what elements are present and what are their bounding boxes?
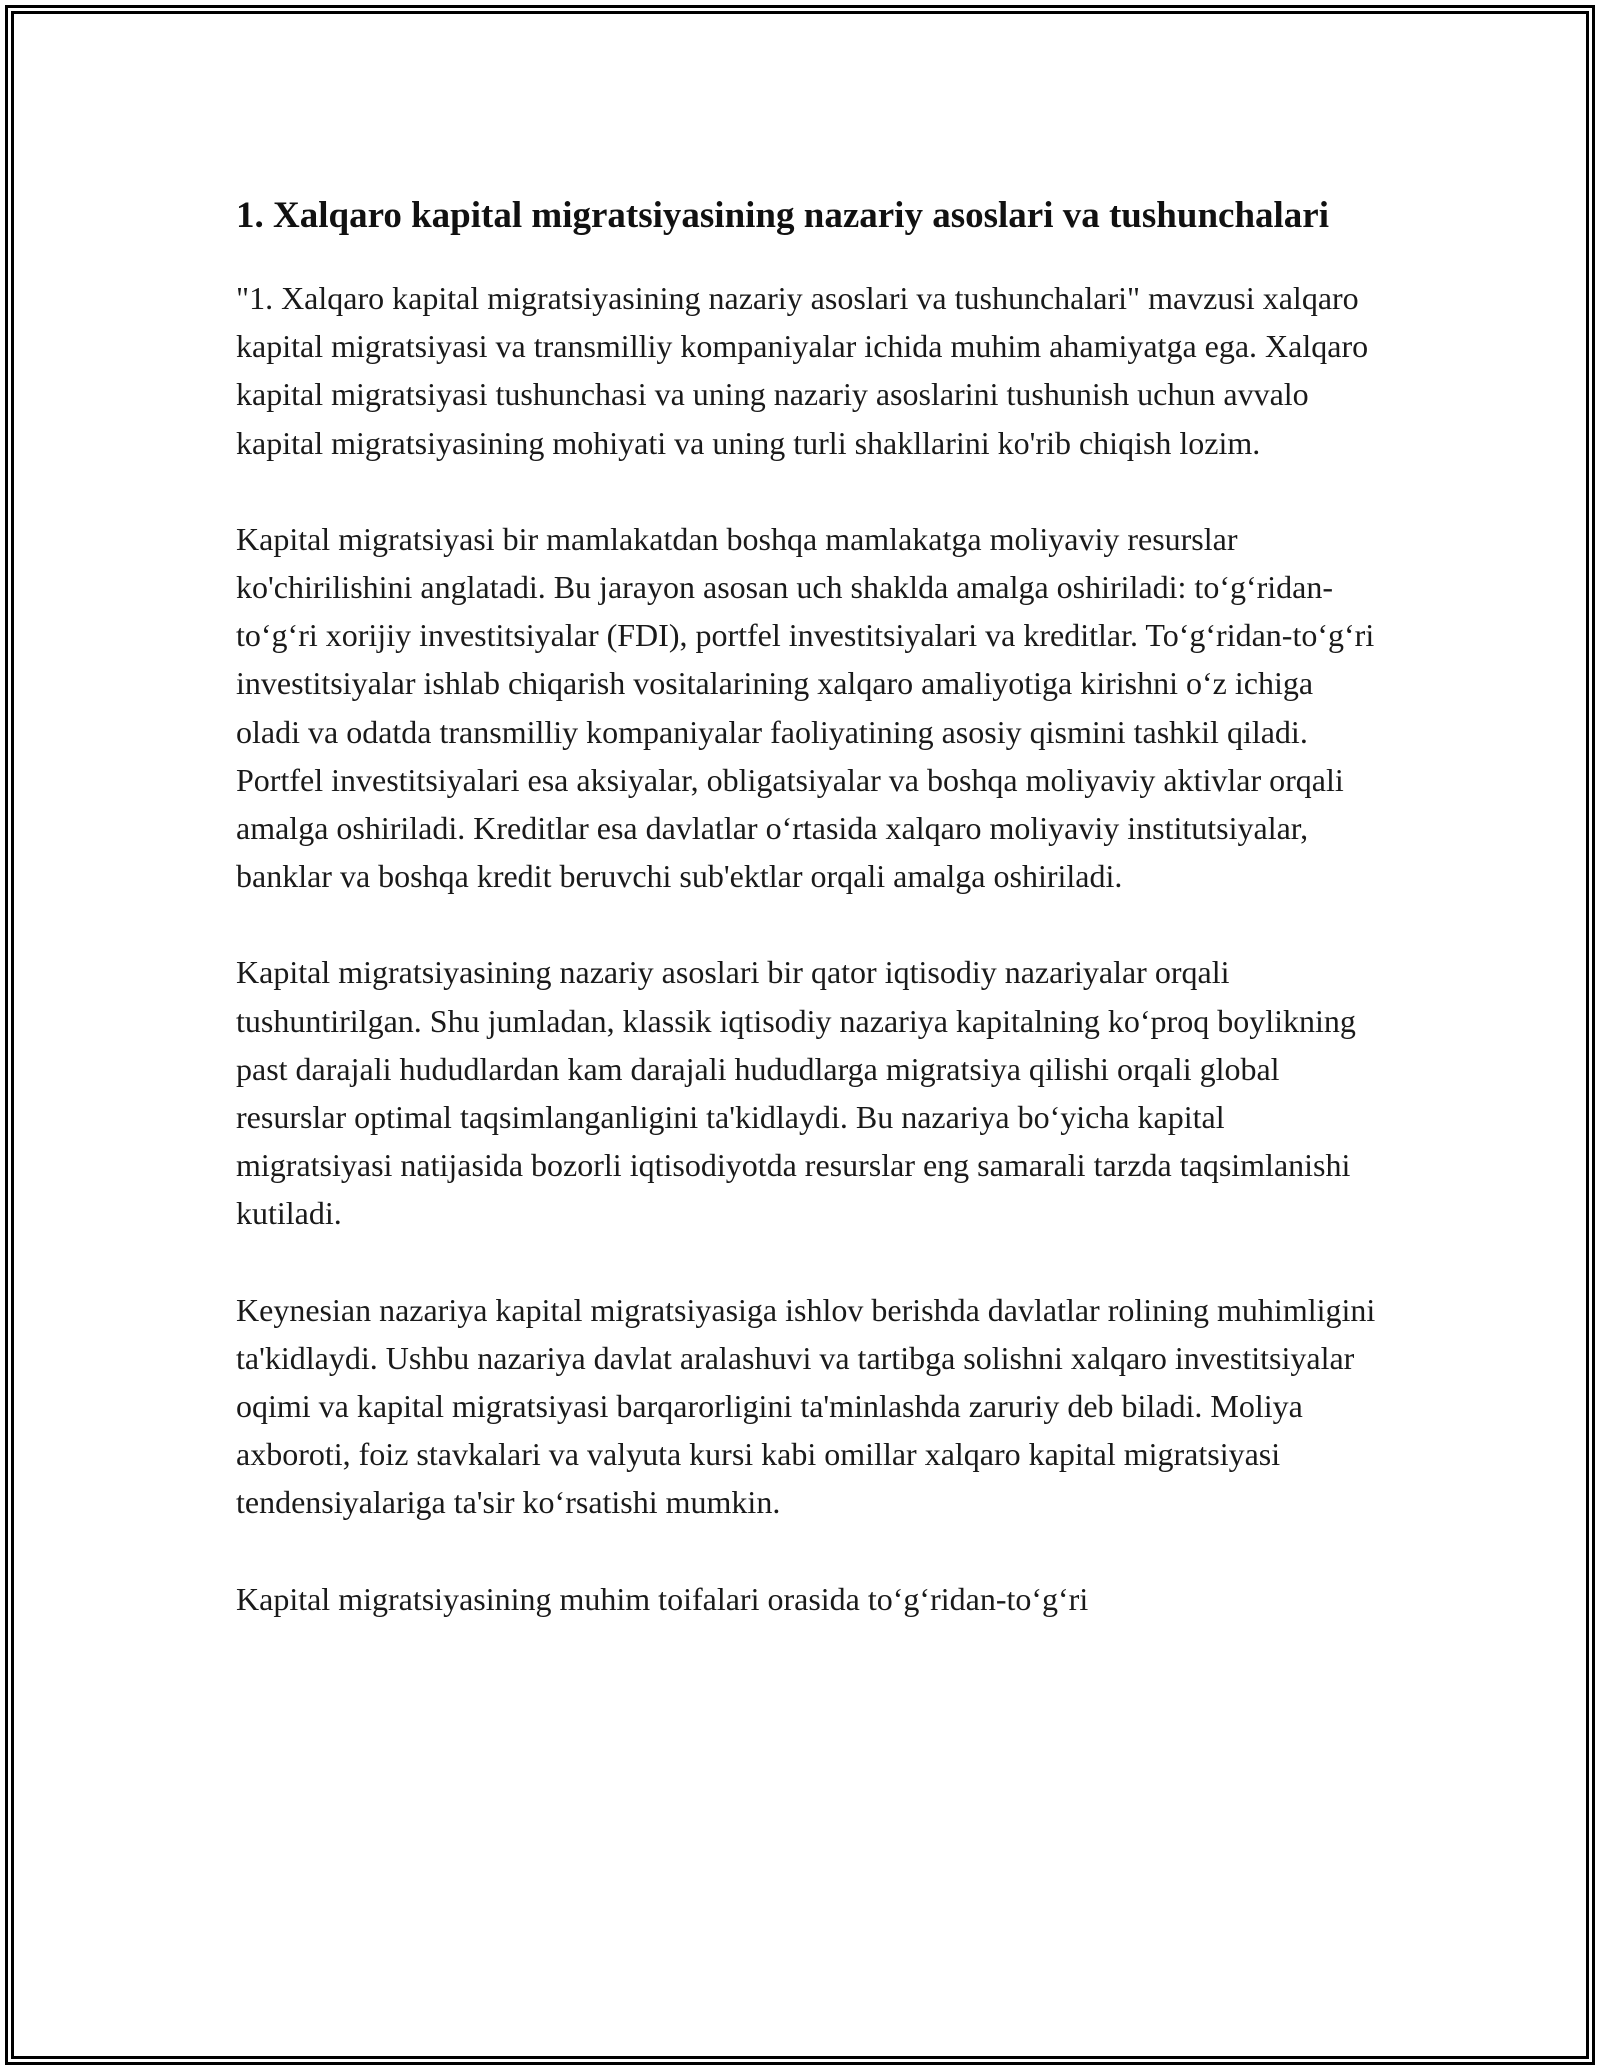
paragraph-5: Kapital migratsiyasining muhim toifalari orasida to‘g‘ridan-to‘g‘ri <box>236 1580 1089 1617</box>
document-title: 1. Xalqaro kapital migratsiyasining nazariy asoslari va tushunchalari <box>236 195 1329 236</box>
paragraph-2: Kapital migratsiyasi bir mamlakatdan boshqa mamlakatga moliyaviy resurslar ko'chirilishini anglatadi. Bu jarayon asosan uch shaklda amalga oshiriladi: to‘g‘ridan-to‘g‘ri xorijiy investitsiyalar (FDI), portfel investitsiyalari va kreditlar. To‘g‘ridan-to‘g‘ri investitsiyalar ishlab chiqarish vositalarining xalqaro amaliyotiga kirishni o‘z ichiga oladi va odatda transmilliy kompaniyalar faoliyatining asosiy qismini tashkil qiladi. Portfel investitsiyalari esa aksiyalar, obligatsiyalar va boshqa moliyaviy aktivlar orqali amalga oshiriladi. Kreditlar esa davlatlar o‘rtasida xalqaro moliyaviy institutsiyalar, banklar va boshqa kredit beruvchi sub'ektlar orqali amalga oshiriladi. <box>236 520 1375 895</box>
paragraph-3: Kapital migratsiyasining nazariy asoslari bir qator iqtisodiy nazariyalar orqali tushuntirilgan. Shu jumladan, klassik iqtisodiy nazariya kapitalning ko‘proq boylikning past darajali hududlardan kam darajali hududlarga migratsiya qilishi orqali global resurslar optimal taqsimlanganligini ta'kidlaydi. Bu nazariya bo‘yicha kapital migratsiyasi natijasida bozorli iqtisodiyotda resurslar eng samarali tarzda taqsimlanishi kutiladi. <box>236 954 1356 1232</box>
paragraph-1: "1. Xalqaro kapital migratsiyasining nazariy asoslari va tushunchalari" mavzusi xalqaro kapital migratsiyasi va transmilliy kompaniyalar ichida muhim ahamiyatga ega. Xalqaro kapital migratsiyasi tushunchasi va uning nazariy asoslarini tushunish uchun avvalo kapital migratsiyasining mohiyati va uning turli shakllarini ko'rib chiqish lozim. <box>236 280 1369 461</box>
document-body <box>236 188 1376 1671</box>
paragraph-4: Keynesian nazariya kapital migratsiyasiga ishlov berishda davlatlar rolining muhimligini ta'kidlaydi. Ushbu nazariya davlat aralashuvi va tartibga solishni xalqaro investitsiyalar oqimi va kapital migratsiyasi barqarorligini ta'minlashda zaruriy deb biladi. Moliya axboroti, foiz stavkalari va valyuta kursi kabi omillar xalqaro kapital migratsiyasi tendensiyalariga ta'sir ko‘rsatishi mumkin. <box>236 1291 1376 1521</box>
